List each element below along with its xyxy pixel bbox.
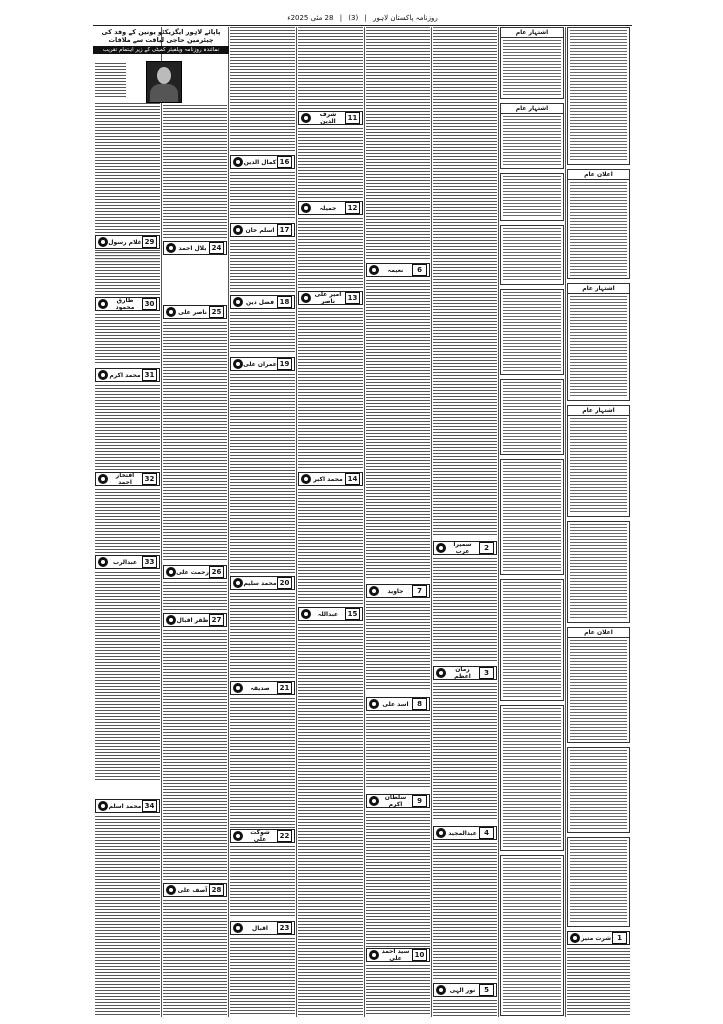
text-block — [433, 27, 497, 537]
notice-title: اشتہار عام — [568, 406, 629, 416]
notice-box — [500, 225, 564, 285]
text-block — [230, 938, 295, 1016]
section-number: 13 — [345, 292, 360, 304]
section-label: عبدالرب — [112, 558, 138, 566]
column-divider — [364, 27, 365, 1017]
section-number: 3 — [479, 667, 494, 679]
seal-icon — [436, 668, 446, 678]
section-header — [433, 666, 497, 680]
column-divider — [431, 27, 432, 1017]
notice-title: اعلان عام — [568, 628, 629, 638]
text-block — [95, 572, 160, 782]
section-number: 6 — [412, 264, 427, 276]
notice-text — [570, 30, 627, 162]
text-block — [163, 630, 227, 880]
section-number: 4 — [479, 827, 494, 839]
section-label: افتخار احمد — [115, 472, 135, 486]
masthead-paper: روزنامہ پاکستان لاہور — [373, 14, 438, 22]
notice-text — [503, 116, 561, 166]
notice-text — [503, 176, 561, 218]
seal-icon — [233, 225, 243, 235]
masthead-separator: | — [339, 14, 343, 22]
text-block — [230, 698, 295, 828]
section-header — [230, 921, 295, 935]
seal-icon — [301, 293, 311, 303]
section-number: 23 — [277, 922, 292, 934]
section-number: 17 — [277, 224, 292, 236]
section-header — [163, 305, 227, 319]
section-header — [95, 555, 160, 569]
section-header — [433, 541, 497, 555]
section-number: 5 — [479, 984, 494, 996]
section-number: 18 — [277, 296, 292, 308]
notice-box — [567, 283, 630, 401]
text-block — [163, 105, 227, 239]
notice-box — [500, 379, 564, 455]
seal-icon — [98, 237, 108, 247]
text-block — [366, 965, 430, 1016]
notice-box — [567, 27, 630, 165]
text-block — [366, 27, 430, 259]
section-number: 9 — [412, 795, 427, 807]
notice-text — [570, 640, 627, 740]
column-divider — [161, 27, 162, 1017]
notice-box — [500, 855, 564, 1016]
column-5 — [366, 27, 430, 1017]
section-header — [230, 576, 295, 590]
notice-title: اشتہار عام — [501, 104, 563, 114]
section-header — [95, 297, 160, 311]
seal-icon — [233, 297, 243, 307]
text-block — [230, 312, 295, 352]
text-block — [230, 172, 295, 220]
notice-title: اشتہار عام — [568, 284, 629, 294]
section-header — [95, 235, 160, 249]
seal-icon — [233, 831, 243, 841]
text-block — [298, 128, 363, 200]
masthead-rule — [93, 25, 632, 26]
seal-icon — [301, 474, 311, 484]
seal-icon — [436, 543, 446, 553]
section-header — [366, 697, 430, 711]
notice-text — [503, 708, 561, 848]
section-number: 16 — [277, 156, 292, 168]
notice-box — [567, 747, 630, 833]
seal-icon — [98, 474, 108, 484]
text-block — [298, 27, 363, 109]
section-label: محمد اسلم — [108, 802, 142, 810]
section-label: سید احمد علی — [381, 948, 410, 962]
section-header — [163, 565, 227, 579]
section-label: ناصر علی — [178, 308, 207, 316]
section-label: شوکت علی — [250, 829, 270, 843]
section-label: جاوید — [387, 587, 404, 595]
seal-icon — [436, 828, 446, 838]
section-number: 11 — [345, 112, 360, 124]
column-divider — [565, 27, 566, 1017]
section-number: 33 — [142, 556, 157, 568]
text-block — [366, 811, 430, 947]
text-block — [163, 582, 227, 610]
section-header — [230, 155, 295, 169]
section-label: اسد علی — [382, 700, 409, 708]
section-number: 15 — [345, 608, 360, 620]
text-block — [163, 322, 227, 562]
section-label: عبداللہ — [317, 610, 339, 618]
text-block — [298, 624, 363, 1016]
notice-box — [567, 169, 630, 279]
notice-text — [570, 524, 627, 620]
column-divider — [498, 27, 499, 1017]
notice-title: اشتہار عام — [501, 28, 563, 38]
section-number: 25 — [209, 306, 224, 318]
section-header — [230, 681, 295, 695]
section-header — [298, 291, 363, 305]
text-block — [230, 846, 295, 916]
section-header — [298, 201, 363, 215]
section-number: 34 — [142, 800, 157, 812]
column-8 — [567, 27, 630, 1017]
section-header — [230, 829, 295, 843]
notice-text — [570, 418, 627, 514]
text-block — [298, 308, 363, 470]
text-block — [230, 374, 295, 574]
banner-headline: پاپائے لاہور ایگزیکٹو یونین کے وفد کی چیئرمین حاجی لیاقت سے ملاقات — [101, 28, 221, 44]
section-header — [163, 613, 227, 627]
section-number: 10 — [412, 949, 427, 961]
section-label: طارق محمود — [115, 297, 135, 311]
seal-icon — [166, 567, 176, 577]
column-3 — [230, 27, 295, 1017]
notice-text — [503, 228, 561, 282]
text-block — [433, 1000, 497, 1016]
section-header — [366, 794, 430, 808]
seal-icon — [98, 299, 108, 309]
notice-text — [503, 462, 561, 572]
section-number: 29 — [142, 236, 157, 248]
section-label: عبدالمجید — [448, 829, 477, 837]
seal-icon — [369, 265, 379, 275]
text-block — [366, 601, 430, 689]
section-header — [567, 931, 630, 945]
seal-icon — [233, 578, 243, 588]
section-label: امیر علی ناصر — [314, 291, 342, 305]
section-header — [163, 241, 227, 255]
section-header — [433, 983, 497, 997]
notice-box — [500, 27, 564, 99]
notice-text — [503, 582, 561, 698]
section-header — [298, 111, 363, 125]
notice-text — [570, 182, 627, 276]
section-number: 19 — [277, 358, 292, 370]
text-block — [95, 489, 160, 553]
section-number: 8 — [412, 698, 427, 710]
text-block — [95, 314, 160, 364]
section-number: 20 — [277, 577, 292, 589]
section-header — [298, 607, 363, 621]
text-block — [433, 558, 497, 662]
seal-icon — [369, 586, 379, 596]
notice-text — [503, 40, 561, 96]
notice-box — [500, 173, 564, 221]
text-block — [433, 843, 497, 979]
notice-text — [503, 292, 561, 372]
section-header — [230, 295, 295, 309]
section-label: عمران علی — [243, 360, 277, 368]
text-block — [95, 252, 160, 296]
section-number: 24 — [209, 242, 224, 254]
section-label: زمان اعظم — [454, 666, 471, 680]
section-label: شرف الدین — [319, 111, 337, 125]
section-label: فضل دین — [245, 298, 275, 306]
seal-icon — [436, 985, 446, 995]
seal-icon — [98, 801, 108, 811]
seal-icon — [166, 307, 176, 317]
seal-icon — [301, 113, 311, 123]
column-2 — [163, 27, 227, 1017]
section-header — [163, 883, 227, 897]
seal-icon — [233, 359, 243, 369]
column-1 — [95, 27, 160, 1017]
section-number: 27 — [209, 614, 224, 626]
section-number: 1 — [612, 932, 627, 944]
masthead-page: (3) — [348, 14, 359, 22]
text-block — [230, 593, 295, 679]
section-number: 21 — [277, 682, 292, 694]
text-block — [95, 816, 160, 1016]
seal-icon — [233, 683, 243, 693]
text-block — [567, 948, 630, 1016]
section-number: 2 — [479, 542, 494, 554]
section-label: رحمت علی — [176, 568, 209, 576]
notice-box — [567, 627, 630, 743]
seal-icon — [369, 950, 379, 960]
notice-box — [567, 521, 630, 623]
section-label: سمیرا عرب — [453, 541, 472, 555]
section-header — [366, 948, 430, 962]
notice-text — [570, 296, 627, 398]
section-header — [433, 826, 497, 840]
notice-box — [500, 103, 564, 169]
text-block — [366, 280, 430, 580]
notice-box — [500, 579, 564, 701]
section-label: نعیمہ — [387, 266, 404, 274]
section-header — [95, 799, 160, 813]
text-block — [298, 218, 363, 290]
notice-title: اعلان عام — [568, 170, 629, 180]
section-label: اسلم خان — [245, 226, 275, 234]
section-label: محمد اکبر — [313, 475, 343, 483]
column-divider — [296, 27, 297, 1017]
text-block — [433, 683, 497, 821]
seal-icon — [166, 243, 176, 253]
masthead-date: 28 مئی 2025ء — [287, 14, 334, 22]
seal-icon — [369, 699, 379, 709]
banner-subline: نمائندہ روزنامہ ویلفیئر کمیٹی کے زیر اہتمام تقریب — [93, 46, 229, 54]
text-block — [95, 385, 160, 485]
notice-box — [500, 459, 564, 575]
section-number: 32 — [142, 473, 157, 485]
notice-text — [503, 858, 561, 1013]
section-number: 30 — [142, 298, 157, 310]
section-label: بلال احمد — [178, 244, 207, 252]
section-number: 7 — [412, 585, 427, 597]
section-label: محمد اکرم — [109, 371, 141, 379]
notice-box — [567, 405, 630, 517]
notice-box — [500, 289, 564, 375]
section-header — [366, 584, 430, 598]
seal-icon — [301, 609, 311, 619]
text-block — [95, 63, 126, 99]
seal-icon — [233, 157, 243, 167]
masthead — [93, 12, 632, 24]
seal-icon — [570, 933, 580, 943]
masthead-separator: | — [364, 14, 367, 22]
column-divider — [228, 27, 229, 1017]
section-header — [298, 472, 363, 486]
seal-icon — [233, 923, 243, 933]
section-label: آصف علی — [177, 886, 208, 894]
notice-text — [503, 382, 561, 452]
seal-icon — [301, 203, 311, 213]
notice-box — [500, 705, 564, 851]
section-number: 14 — [345, 473, 360, 485]
section-header — [95, 472, 160, 486]
text-block — [366, 714, 430, 788]
section-header — [230, 223, 295, 237]
section-label: صدیقہ — [250, 684, 270, 692]
notice-text — [570, 840, 627, 924]
seal-icon — [166, 885, 176, 895]
section-number: 28 — [209, 884, 224, 896]
text-block — [163, 900, 227, 1016]
section-label: جمیلہ — [319, 204, 337, 212]
section-header — [366, 263, 430, 277]
section-header — [230, 357, 295, 371]
text-block — [298, 489, 363, 605]
section-label: ظفر اقبال — [176, 616, 209, 624]
section-label: نور الہی — [449, 986, 476, 994]
section-label: سلطان اکرم — [384, 794, 407, 808]
section-number: 12 — [345, 202, 360, 214]
section-header — [95, 368, 160, 382]
seal-icon — [369, 796, 379, 806]
section-number: 22 — [277, 830, 292, 842]
notice-box — [567, 837, 630, 927]
seal-icon — [166, 615, 176, 625]
seal-icon — [98, 557, 108, 567]
seal-icon — [98, 370, 108, 380]
column-4 — [298, 27, 363, 1017]
section-label: کمال الدین — [243, 158, 277, 166]
section-label: شرت منیر — [580, 934, 612, 942]
section-label: غلام رسول — [108, 238, 142, 246]
column-6 — [433, 27, 497, 1017]
column-7 — [500, 27, 564, 1017]
text-block — [230, 27, 295, 152]
section-label: محمد سلیم — [243, 579, 277, 587]
section-label: اقبال — [252, 924, 268, 932]
section-number: 26 — [209, 566, 224, 578]
section-number: 31 — [142, 369, 157, 381]
text-block — [230, 240, 295, 292]
notice-text — [570, 750, 627, 830]
